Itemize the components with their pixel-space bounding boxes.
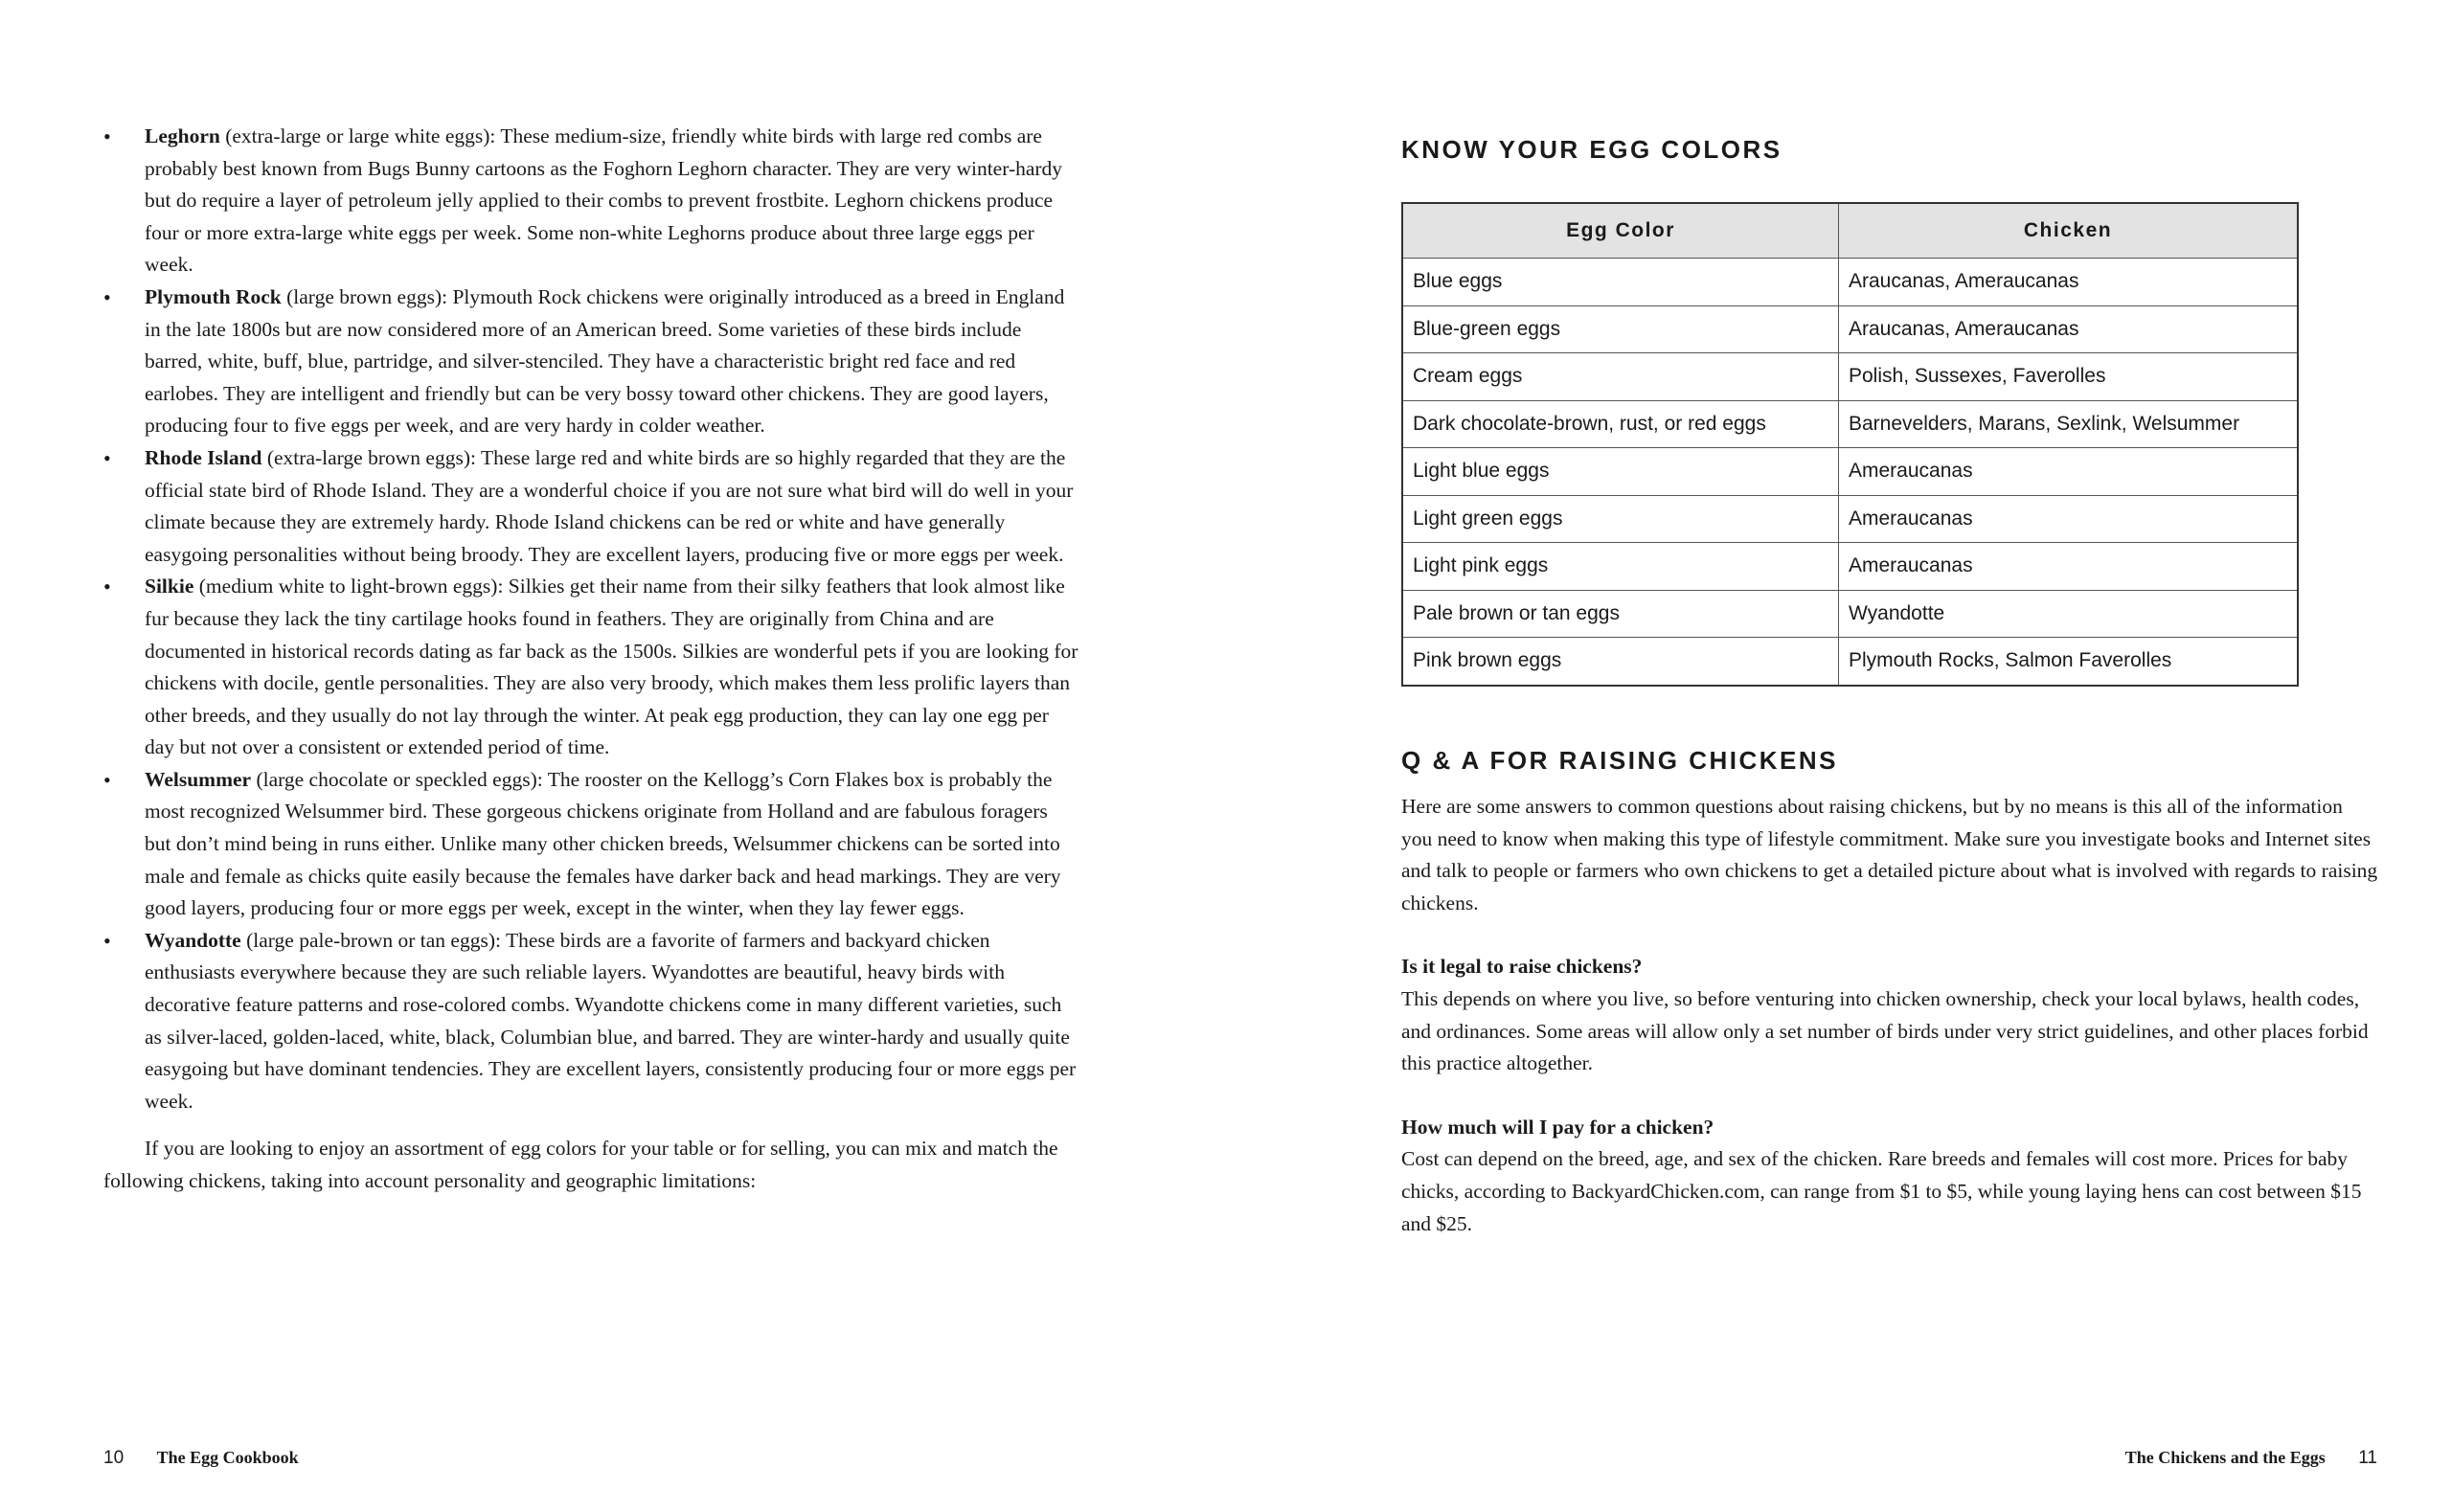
egg-color-cell: Blue-green eggs <box>1402 305 1839 353</box>
list-item <box>103 282 1078 442</box>
breed-description: (large brown eggs): Plymouth Rock chickens were originally introduced as a breed in England in the late 1800s but are now considered more of an American breed. Some varieties of these birds include barred, white, buff, blue, partridge, and silver-stenciled. They have a characteristic bright red face and red earlobes. They are intelligent and friendly but can be very bossy toward other chickens. They are good layers, producing four to five eggs per week, and are very hardy in colder weather. <box>145 284 1065 438</box>
chicken-cell: Plymouth Rocks, Salmon Faverolles <box>1839 638 2299 686</box>
egg-color-cell: Blue eggs <box>1402 259 1839 306</box>
qa-answer: This depends on where you live, so before venturing into chicken ownership, check your local bylaws, health codes, and ordinances. Some areas will allow only a set number of birds under very strict guidelines, and other places forbid this practice altogether. <box>1401 986 2369 1075</box>
table-row <box>1402 638 2298 686</box>
egg-color-table <box>1401 202 2299 687</box>
list-item <box>103 764 1078 925</box>
qa-section <box>1401 791 2378 1240</box>
list-item <box>103 925 1078 1118</box>
table-row <box>1402 495 2298 543</box>
table-row <box>1402 353 2298 401</box>
breed-description: (extra-large or large white eggs): These medium-size, friendly white birds with large red combs are probably best known from Bugs Bunny cartoons as the Foghorn Leghorn character. They are very winter-hardy but do require a layer of petroleum jelly applied to their combs to prevent frostbite. Leghorn chickens produce four or more extra-large white eggs per week. Some non-white Leghorns produce about three large eggs per week. <box>145 124 1063 277</box>
column-header-egg-color: Egg Color <box>1402 203 1839 259</box>
closing-paragraph: If you are looking to enjoy an assortment of egg colors for your table or for selling, you can mix and match the following chickens, taking into account personality and geographic limitations: <box>103 1137 1058 1192</box>
egg-color-cell: Light blue eggs <box>1402 448 1839 496</box>
egg-color-cell: Pink brown eggs <box>1402 638 1839 686</box>
chicken-breed-list <box>103 121 1078 1117</box>
breed-description: (large chocolate or speckled eggs): The rooster on the Kellogg’s Corn Flakes box is probably the most recognized Welsummer bird. These gorgeous chickens originate from Holland and are fabulous foragers but don’t mind being in runs either. Unlike many other chicken breeds, Welsummer chickens can be sorted into male and female as chicks quite easily because the females have darker back and head markings. They are very good layers, producing four or more eggs per week, except in the winter, when they lay fewer eggs. <box>145 767 1061 920</box>
chicken-cell: Wyandotte <box>1839 590 2299 638</box>
right-chapter-title: The Chickens and the Eggs <box>2124 1448 2326 1467</box>
breed-name: Rhode Island <box>145 445 262 469</box>
breed-name: Plymouth Rock <box>145 284 282 308</box>
egg-color-cell: Cream eggs <box>1402 353 1839 401</box>
chicken-cell: Araucanas, Ameraucanas <box>1839 305 2299 353</box>
table-row <box>1402 543 2298 591</box>
egg-color-cell: Light green eggs <box>1402 495 1839 543</box>
list-item <box>103 442 1078 571</box>
left-footer <box>103 1448 299 1469</box>
qa-intro: Here are some answers to common questions about raising chickens, but by no means is this all of the information you need to know when making this type of lifestyle commitment. Make sure you investigate books and Internet sites and talk to people or farmers who own chickens to get a detailed picture about what is involved with regards to raising chickens. <box>1401 795 2378 914</box>
qa-question: Is it legal to raise chickens? <box>1401 955 1643 979</box>
breed-description: (large pale-brown or tan eggs): These birds are a favorite of farmers and backyard chicken enthusiasts everywhere because they are such reliable layers. Wyandottes are beautiful, heavy birds with decorative feature patterns and rose-colored combs. Wyandotte chickens come in many different varieties, such as silver-laced, golden-laced, white, black, Columbian blue, and barred. They are winter-hardy and usually quite easygoing but have dominant tendencies. They are excellent layers, consistently producing four or more eggs per week. <box>145 928 1077 1113</box>
breed-name: Leghorn <box>145 124 220 147</box>
column-header-chicken: Chicken <box>1839 203 2299 259</box>
qa-answer: Cost can depend on the breed, age, and sex of the chicken. Rare breeds and females will cost more. Prices for baby chicks, according to BackyardChicken.com, can range from $1 to $5, while young laying hens can cost between $15 and $25. <box>1401 1147 2362 1235</box>
egg-color-cell: Pale brown or tan eggs <box>1402 590 1839 638</box>
right-page-number: 11 <box>2358 1448 2377 1468</box>
left-page <box>103 121 1078 1198</box>
table-row <box>1402 448 2298 496</box>
table-row <box>1402 590 2298 638</box>
chicken-cell: Polish, Sussexes, Faverolles <box>1839 353 2299 401</box>
chicken-cell: Araucanas, Ameraucanas <box>1839 259 2299 306</box>
breed-name: Silkie <box>145 575 194 598</box>
chicken-cell: Barnevelders, Marans, Sexlink, Welsummer <box>1839 400 2299 448</box>
chicken-cell: Ameraucanas <box>1839 448 2299 496</box>
left-page-number: 10 <box>103 1448 125 1468</box>
egg-colors-heading: KNOW YOUR EGG COLORS <box>1401 135 1782 164</box>
table-header-row <box>1402 203 2298 259</box>
egg-color-cell: Light pink eggs <box>1402 543 1839 591</box>
table-row <box>1402 305 2298 353</box>
chicken-cell: Ameraucanas <box>1839 543 2299 591</box>
qa-heading: Q & A FOR RAISING CHICKENS <box>1401 746 1838 775</box>
list-item <box>103 571 1078 764</box>
breed-name: Wyandotte <box>145 928 241 952</box>
chicken-cell: Ameraucanas <box>1839 495 2299 543</box>
table-row <box>1402 259 2298 306</box>
qa-question: How much will I pay for a chicken? <box>1401 1115 1714 1139</box>
breed-description: (medium white to light-brown eggs): Silkies get their name from their silky feathers that look almost like fur because they lack the tiny cartilage hooks found in feathers. They are originally from China and are documented in historical records dating as far back as the 1500s. Silkies are wonderful pets if you are looking for chickens with docile, gentle personalities. They are also very broody, which makes them less prolific layers than other breeds, and they usually do not lay through the winter. At peak egg production, they can lay one egg per day but not over a consistent or extended period of time. <box>145 575 1078 759</box>
left-book-title: The Egg Cookbook <box>156 1448 299 1467</box>
egg-color-cell: Dark chocolate-brown, rust, or red eggs <box>1402 400 1839 448</box>
list-item <box>103 121 1078 282</box>
table-row <box>1402 400 2298 448</box>
breed-name: Welsummer <box>145 767 252 791</box>
right-footer <box>2125 1448 2377 1469</box>
breed-description: (extra-large brown eggs): These large red and white birds are so highly regarded that they are the official state bird of Rhode Island. They are a wonderful choice if you are not sure what bird will do well in your climate because they are extremely hardy. Rhode Island chickens can be red or white and have generally easygoing personalities without being broody. They are excellent layers, producing five or more eggs per week. <box>145 445 1074 566</box>
egg-color-table-container <box>1401 202 2299 687</box>
